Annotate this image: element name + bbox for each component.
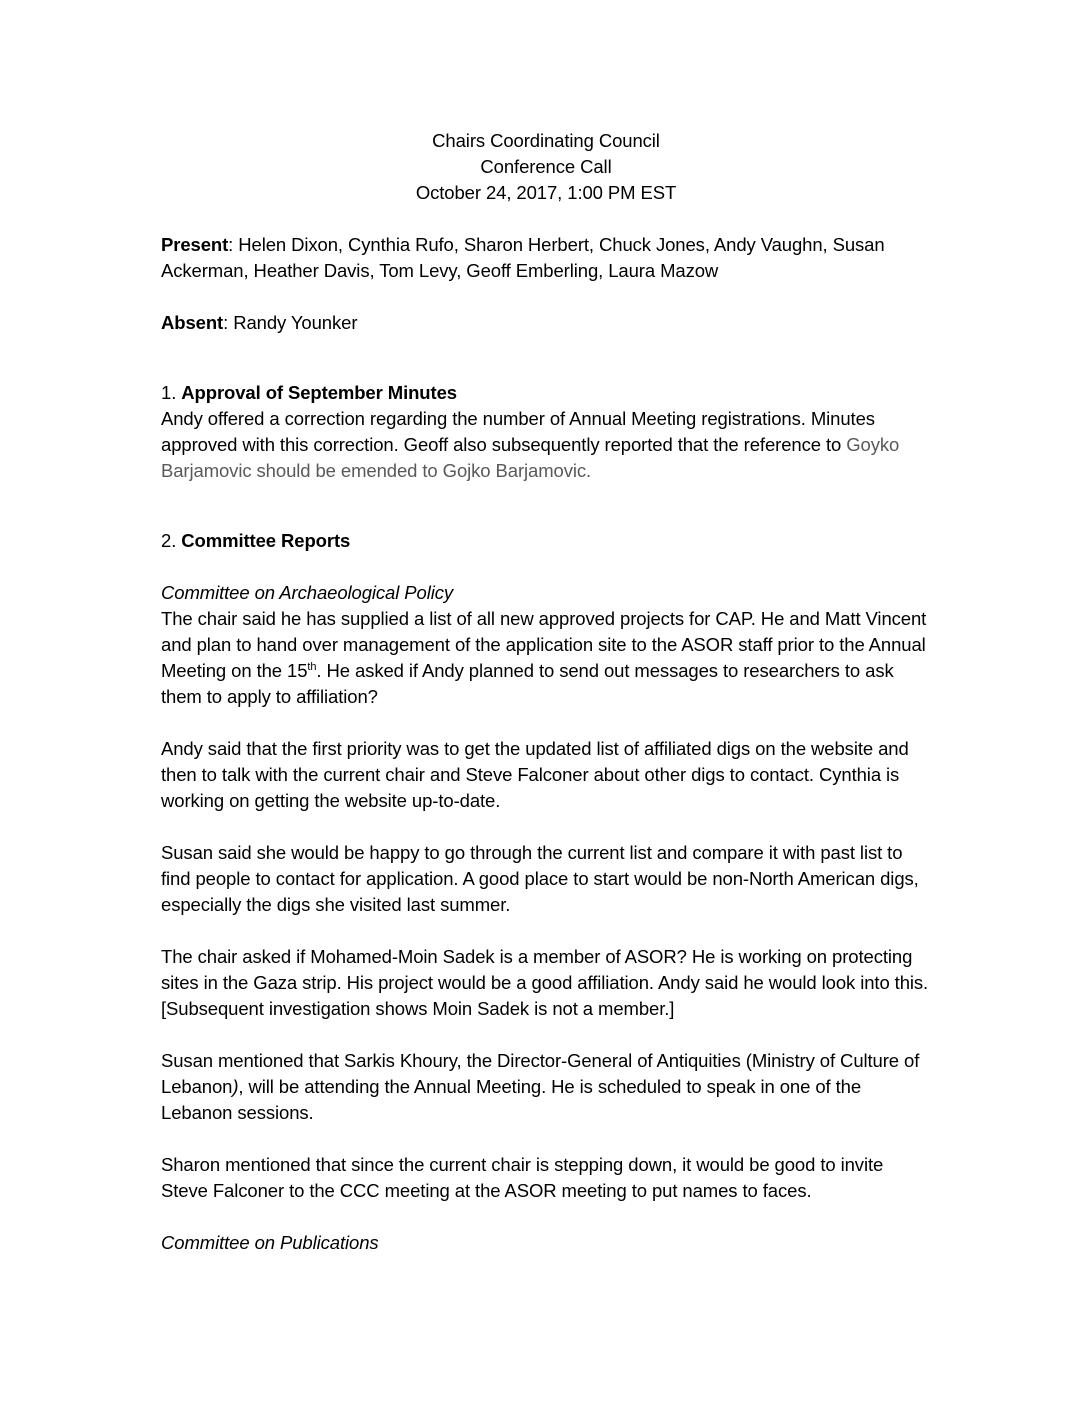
cap-paragraph-4: The chair asked if Mohamed-Moin Sadek is a member of ASOR? He is working on protecting sites in the Gaza strip. His project would be a good affiliation. Andy said he would look into this. [Subsequent investigation shows Moin Sadek is not a member.] <box>161 946 929 1019</box>
present-attendees <box>161 232 931 284</box>
section-2-heading <box>161 528 931 554</box>
section-1-text: Andy offered a correction regarding the number of Annual Meeting registrations. Minutes approved with this correction. Geoff also subsequently reported that the reference to <box>161 408 875 455</box>
header-date: October 24, 2017, 1:00 PM EST <box>415 182 677 203</box>
cap-paragraph-5: Susan mentioned that Sarkis Khoury, the Director-General of Antiquities (Ministry of Culture of Lebanon), will be attending the Annual Meeting. He is scheduled to speak in one of the Lebanon sessions. <box>161 1050 920 1123</box>
cap-paragraph-2: Andy said that the first priority was to get the updated list of affiliated digs on the website and then to talk with the current chair and Steve Falconer about other digs to contact. Cynthia is working on getting the website up-to-date. <box>161 738 909 811</box>
cap-paragraph-6: Sharon mentioned that since the current chair is stepping down, it would be good to invite Steve Falconer to the CCC meeting at the ASOR meeting to put names to faces. <box>161 1154 884 1201</box>
section-1-title: Approval of September Minutes <box>181 382 457 403</box>
present-label: Present <box>161 234 229 255</box>
section-2-number: 2. <box>161 530 182 551</box>
cap-subheading: Committee on Archaeological Policy <box>161 582 454 603</box>
absent-label: Absent <box>161 312 224 333</box>
document-body <box>161 128 931 1256</box>
section-1-number: 1. <box>161 382 182 403</box>
header-meeting-type: Conference Call <box>480 156 612 177</box>
cap-paragraph-1: The chair said he has supplied a list of all new approved projects for CAP. He and Matt Vincent and plan to hand over management of the application site to the ASOR staff prior to the Annual Meeting on the 15th. He asked if Andy planned to send out messages to researchers to ask them to apply to affiliation? <box>161 608 927 707</box>
absent-names: : Randy Younker <box>223 312 358 333</box>
publications-subheading: Committee on Publications <box>161 1232 379 1253</box>
section-1-heading <box>161 380 931 406</box>
ordinal-suffix: th <box>307 660 317 673</box>
absent-attendees <box>161 310 931 336</box>
document-header <box>161 128 931 206</box>
section-1-body <box>161 406 931 484</box>
section-1-correction-text: Goyko Barjamovic should be emended to Gojko Barjamovic. <box>161 434 900 481</box>
present-names: : Helen Dixon, Cynthia Rufo, Sharon Herbert, Chuck Jones, Andy Vaughn, Susan Ackerman, Heather Davis, Tom Levy, Geoff Emberling, Laura Mazow <box>161 234 885 281</box>
cap-paragraph-3: Susan said she would be happy to go through the current list and compare it with past list to find people to contact for application. A good place to start would be non-North American digs, especially the digs she visited last summer. <box>161 842 919 915</box>
section-2-title: Committee Reports <box>181 530 351 551</box>
header-council-name: Chairs Coordinating Council <box>432 130 660 151</box>
